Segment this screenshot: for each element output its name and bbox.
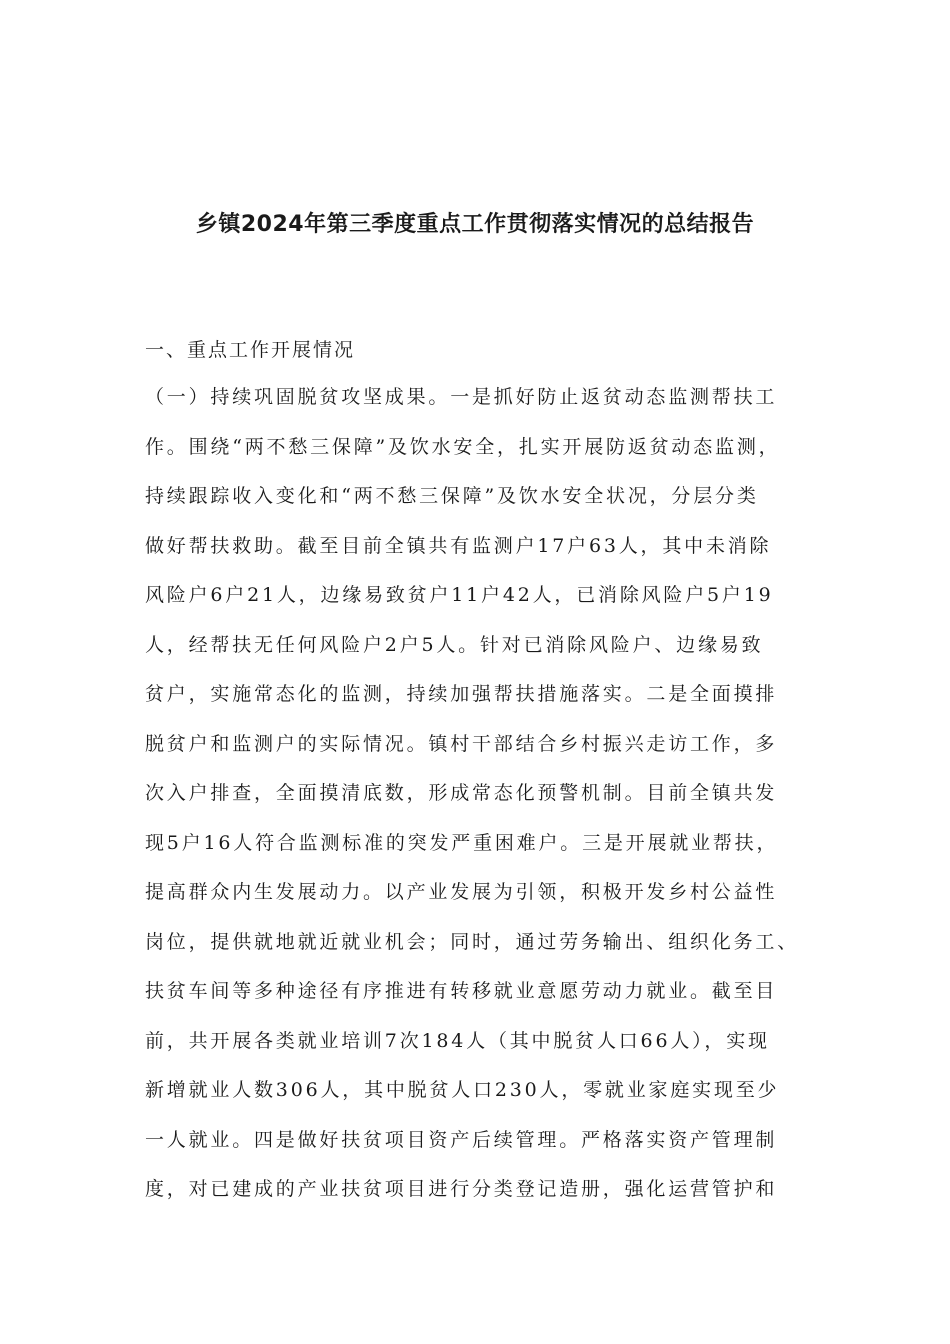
- paragraph-line: 脱贫户和监测户的实际情况。镇村干部结合乡村振兴走访工作，多: [145, 732, 778, 755]
- paragraph-line: 持续跟踪收入变化和“两不愁三保障”及饮水安全状况，分层分类: [145, 485, 759, 507]
- paragraph-line: 提高群众内生发展动力。以产业发展为引领，积极开发乡村公益性: [145, 881, 778, 903]
- paragraph-line: 度，对已建成的产业扶贫项目进行分类登记造册，强化运营管护和: [145, 1178, 778, 1200]
- section-heading: 一、重点工作开展情况: [145, 339, 356, 361]
- paragraph-line: 贫户，实施常态化的监测，持续加强帮扶措施落实。二是全面摸排: [145, 683, 778, 705]
- paragraph-line: 做好帮扶救助。截至目前全镇共有监测户17户63人，其中未消除: [145, 534, 772, 557]
- paragraph-line: 次入户排查，全面摸清底数，形成常态化预警机制。目前全镇共发: [145, 782, 778, 804]
- paragraph-line: 新增就业人数306人，其中脱贫人口230人，零就业家庭实现至少: [145, 1079, 780, 1101]
- paragraph-line: 扶贫车间等多种途径有序推进有转移就业意愿劳动力就业。截至目: [145, 980, 778, 1002]
- paragraph-line: 作。围绕“两不愁三保障”及饮水安全，扎实开展防返贫动态监测，: [145, 435, 781, 458]
- paragraph-line: 岗位，提供就地就近就业机会；同时，通过劳务输出、组织化务工、: [145, 930, 800, 953]
- paragraph-line: 人，经帮扶无任何风险户2户5人。针对已消除风险户、边缘易致: [145, 633, 764, 656]
- body-paragraph: [145, 382, 835, 1224]
- paragraph-line: 一人就业。四是做好扶贫项目资产后续管理。严格落实资产管理制: [145, 1128, 778, 1151]
- paragraph-line: 风险户6户21人，边缘易致贫户11户42人，已消除风险户5户19: [145, 584, 774, 606]
- paragraph-line: 前，共开展各类就业培训7次184人（其中脱贫人口66人），实现: [145, 1029, 770, 1052]
- document-title: 乡镇2024年第三季度重点工作贯彻落实情况的总结报告: [195, 212, 755, 237]
- paragraph-line: （一）持续巩固脱贫攻坚成果。一是抓好防止返贫动态监测帮扶工: [145, 386, 778, 408]
- paragraph-line: 现5户16人符合监测标准的突发严重困难户。三是开展就业帮扶，: [145, 831, 779, 854]
